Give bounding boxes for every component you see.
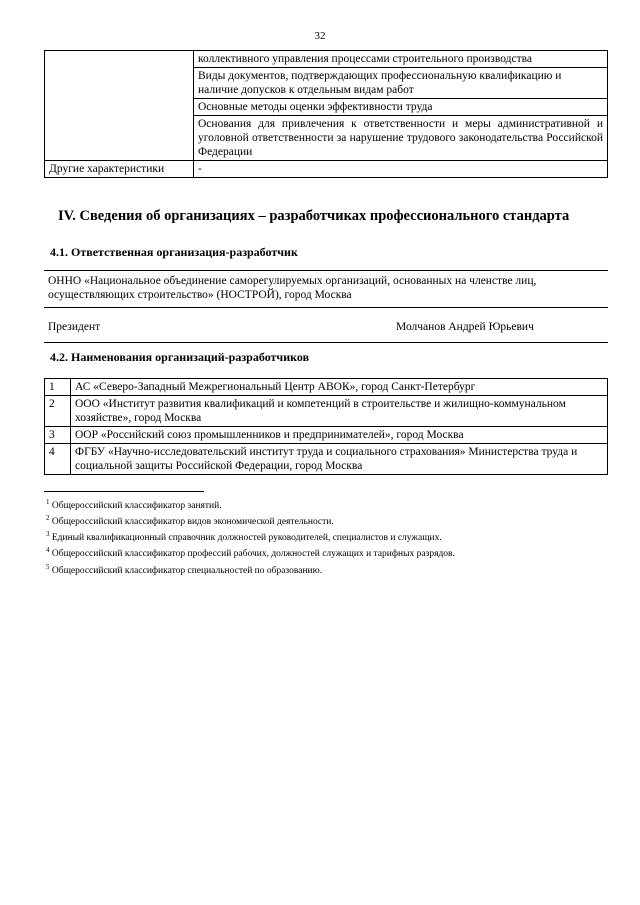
section-title: IV. Сведения об организациях – разработчиках профессионального стандарта (58, 208, 570, 224)
table-row (45, 427, 608, 444)
person-name: Молчанов Андрей Юрьевич (396, 321, 534, 333)
table-cell-text: - (194, 161, 608, 178)
table-row (45, 396, 608, 427)
footnote: $^4$ Общероссийский классификатор профессий рабочих, должностей служащих и тарифных разрядов. (46, 546, 455, 560)
org-name: АС «Северо-Западный Межрегиональный Центр АВОК», город Санкт-Петербург (71, 379, 608, 396)
org-name: ООР «Российский союз промышленников и предпринимателей», город Москва (71, 427, 608, 444)
row-number: 4 (45, 444, 71, 475)
responsible-org-block (44, 270, 608, 343)
footnote-separator (44, 491, 204, 492)
table-cell-text: Основные методы оценки эффективности труда (194, 99, 608, 116)
signature-row (44, 308, 608, 343)
table-cell-text: Виды документов, подтверждающих профессиональную квалификацию и наличие допусков к отдельным видам работ (194, 68, 608, 99)
developers-heading: 4.2. Наименования организаций-разработчиков (50, 350, 310, 364)
footnote: $^5$ Общероссийский классификатор специальностей по образованию. (46, 562, 323, 576)
table-cell-label: Другие характеристики (45, 161, 194, 178)
responsible-org-name: ОННО «Национальное объединение саморегулируемых организаций, основанных на членстве лиц, осуществляющих строительство» (НОСТРОЙ), город Москва (44, 270, 608, 308)
skills-table (44, 50, 608, 178)
row-number: 2 (45, 396, 71, 427)
table-cell-label (45, 51, 194, 161)
page-number: 32 (314, 30, 326, 42)
table-cell-text: Основания для привлечения к ответственности и меры административной и уголовной ответственности за нарушение трудового законодательства Российской Федерации (194, 116, 608, 161)
footnote: $^1$ Общероссийский классификатор занятий. (46, 498, 222, 512)
table-row (45, 161, 608, 178)
org-name: ООО «Институт развития квалификаций и компетенций в строительстве и жилищно-коммунальном хозяйстве», город Москва (71, 396, 608, 427)
table-cell-text: коллективного управления процессами строительного производства (194, 51, 608, 68)
footnote: $^2$ Общероссийский классификатор видов экономической деятельности. (46, 514, 334, 528)
responsible-heading: 4.1. Ответственная организация-разработчик (50, 245, 298, 259)
developers-table (44, 378, 608, 475)
row-number: 3 (45, 427, 71, 444)
table-row (45, 379, 608, 396)
footnote: $^3$ Единый квалификационный справочник должностей руководителей, специалистов и служащих. (46, 530, 442, 544)
table-row (45, 444, 608, 475)
org-name: ФГБУ «Научно-исследовательский институт труда и социального страхования» Министерства труда и социальной защиты Российской Федерации, город Москва (71, 444, 608, 475)
footnotes (46, 496, 455, 577)
position-label: Президент (48, 321, 101, 333)
row-number: 1 (45, 379, 71, 396)
table-row (45, 51, 608, 68)
